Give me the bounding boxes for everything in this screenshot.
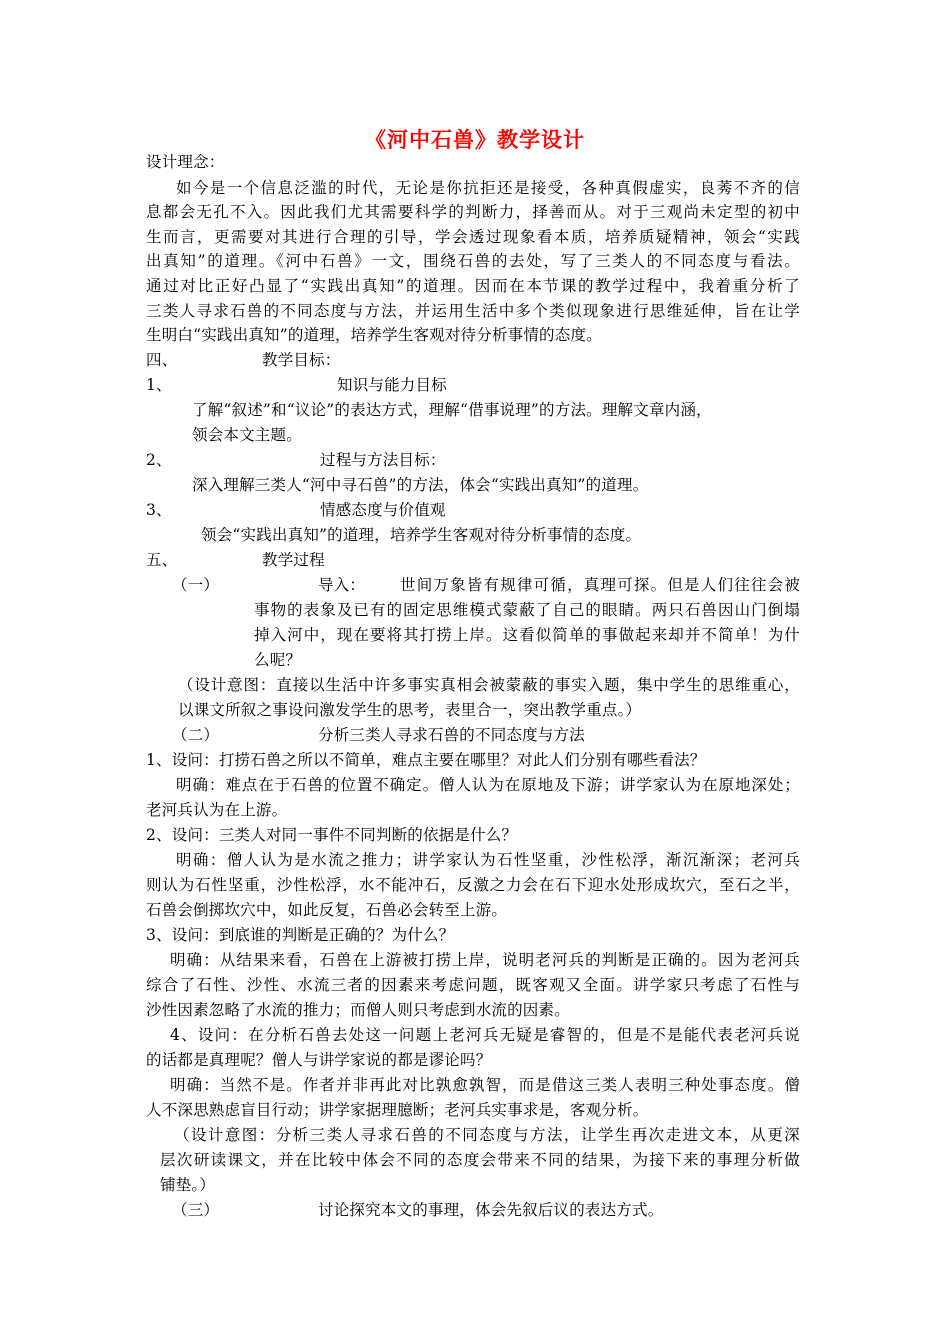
answer-line: 明确：难点在于石兽的位置不确定。僧人认为在原地及下游；讲学家认为在原地深处； bbox=[176, 776, 800, 794]
question-line: 的话都是真理呢？僧人与讲学家说的都是谬论吗？ bbox=[146, 1051, 492, 1069]
paragraph-line: 掉入河中，现在要将其打捞上岸。这看似简单的事做起来却并不简单！为什 bbox=[254, 626, 800, 644]
paragraph-line: 生而言，更需要对其进行合理的引导，学会透过现象看本质，培养质疑精神，领会“实践 bbox=[146, 228, 800, 246]
answer-line: 石兽会倒掷坎穴中，如此反复，石兽必会转至上游。 bbox=[146, 901, 508, 919]
paragraph-line: 么呢？ bbox=[254, 651, 302, 669]
item-heading: 知识与能力目标 bbox=[337, 376, 447, 394]
design-intent-line: （设计意图：分析三类人寻求石兽的不同态度与方法，让学生再次走进文本，从更深 bbox=[174, 1126, 800, 1144]
paragraph-line: 世间万象皆有规律可循，真理可探。但是人们往往会被 bbox=[400, 576, 800, 594]
item-number: 2、 bbox=[146, 451, 172, 469]
paragraph-line: 深入理解三类人“河中寻石兽”的方法，体会“实践出真知”的道理。 bbox=[192, 476, 649, 494]
step-number: （二） bbox=[172, 726, 220, 744]
paragraph-line: 事物的表象及已有的固定思维模式蒙蔽了自己的眼睛。两只石兽因山门倒塌 bbox=[254, 601, 800, 619]
answer-line: 沙性因素忽略了水流的推力；而僧人则只考虑到水流的因素。 bbox=[146, 1001, 570, 1019]
design-intent-line: （设计意图：直接以生活中许多事实真相会被蒙蔽的事实入题，集中学生的思维重心， bbox=[178, 676, 800, 694]
question-line: 3、设问：到底谁的判断是正确的？为什么？ bbox=[146, 926, 455, 944]
step-number: （三） bbox=[172, 1201, 220, 1219]
answer-line: 人不深思熟虑盲目行动；讲学家据理臆断；老河兵实事求是，客观分析。 bbox=[146, 1101, 649, 1119]
item-heading: 过程与方法目标： bbox=[320, 451, 446, 469]
paragraph-line: 三类人寻求石兽的不同态度与方法，并运用生活中多个类似现象进行思维延伸，旨在让学 bbox=[146, 302, 800, 320]
design-intent-line: 以课文所叙之事设问激发学生的思考，表里合一，突出教学重点。） bbox=[178, 701, 642, 719]
section-number: 四、 bbox=[146, 351, 178, 369]
design-concept-heading: 设计理念： bbox=[146, 153, 225, 171]
paragraph-line: 领会本文主题。 bbox=[192, 426, 302, 444]
answer-line: 老河兵认为在上游。 bbox=[146, 801, 288, 819]
paragraph-line: 通过对比正好凸显了“实践出真知”的道理。因而在本节课的教学过程中，我着重分析了 bbox=[146, 277, 800, 295]
step-heading: 分析三类人寻求石兽的不同态度与方法 bbox=[318, 726, 585, 744]
step-heading: 讨论探究本文的事理，体会先叙后议的表达方式。 bbox=[318, 1201, 664, 1219]
step-heading: 导入： bbox=[318, 576, 366, 594]
section-heading: 教学目标： bbox=[262, 351, 341, 369]
design-intent-line: 铺垫。） bbox=[160, 1176, 216, 1194]
answer-line: 综合了石性、沙性、水流三者的因素来考虑问题，既客观又全面。讲学家只考虑了石性与 bbox=[146, 976, 800, 994]
section-heading: 教学过程 bbox=[262, 551, 325, 569]
answer-line: 则认为石性坚重，沙性松浮，水不能冲石，反激之力会在石下迎水处形成坎穴，至石之半， bbox=[146, 876, 800, 894]
question-line: 1、设问：打捞石兽之所以不简单，难点主要在哪里？对此人们分别有哪些看法？ bbox=[146, 751, 706, 769]
design-intent-line: 层次研读课文，并在比较中体会不同的态度会带来不同的结果，为接下来的事理分析做 bbox=[160, 1151, 800, 1169]
paragraph-line: 了解“叙述”和“议论”的表达方式，理解“借事说理”的方法。理解文章内涵， bbox=[192, 401, 712, 419]
paragraph-line: 如今是一个信息泛滥的时代，无论是你抗拒还是接受，各种真假虚实，良莠不齐的信 bbox=[176, 179, 800, 197]
section-number: 五、 bbox=[146, 551, 178, 569]
paragraph-line: 领会“实践出真知”的道理，培养学生客观对待分析事情的态度。 bbox=[201, 526, 642, 544]
paragraph-line: 息都会无孔不入。因此我们尤其需要科学的判断力，择善而从。对于三观尚未定型的初中 bbox=[146, 203, 800, 221]
answer-line: 明确：当然不是。作者并非再此对比孰愈孰智，而是借这三类人表明三种处事态度。僧 bbox=[170, 1076, 800, 1094]
question-line: 4、设问：在分析石兽去处这一问题上老河兵无疑是睿智的，但是不是能代表老河兵说 bbox=[170, 1026, 800, 1044]
item-number: 3、 bbox=[146, 501, 172, 519]
item-heading: 情感态度与价值观 bbox=[320, 501, 446, 519]
paragraph-line: 生明白“实践出真知”的道理，培养学生客观对待分析事情的态度。 bbox=[146, 326, 602, 344]
item-number: 1、 bbox=[146, 376, 172, 394]
answer-line: 明确：僧人认为是水流之推力；讲学家认为石性坚重，沙性松浮，渐沉渐深；老河兵 bbox=[176, 851, 800, 869]
paragraph-line: 出真知”的道理。《河中石兽》一文，围绕石兽的去处，写了三类人的不同态度与看法。 bbox=[146, 252, 800, 270]
document-title: 《河中石兽》教学设计 bbox=[365, 127, 585, 152]
answer-line: 明确：从结果来看，石兽在上游被打捞上岸，说明老河兵的判断是正确的。因为老河兵 bbox=[170, 951, 800, 969]
step-number: （一） bbox=[172, 576, 220, 594]
question-line: 2、设问：三类人对同一事件不同判断的依据是什么？ bbox=[146, 826, 518, 844]
